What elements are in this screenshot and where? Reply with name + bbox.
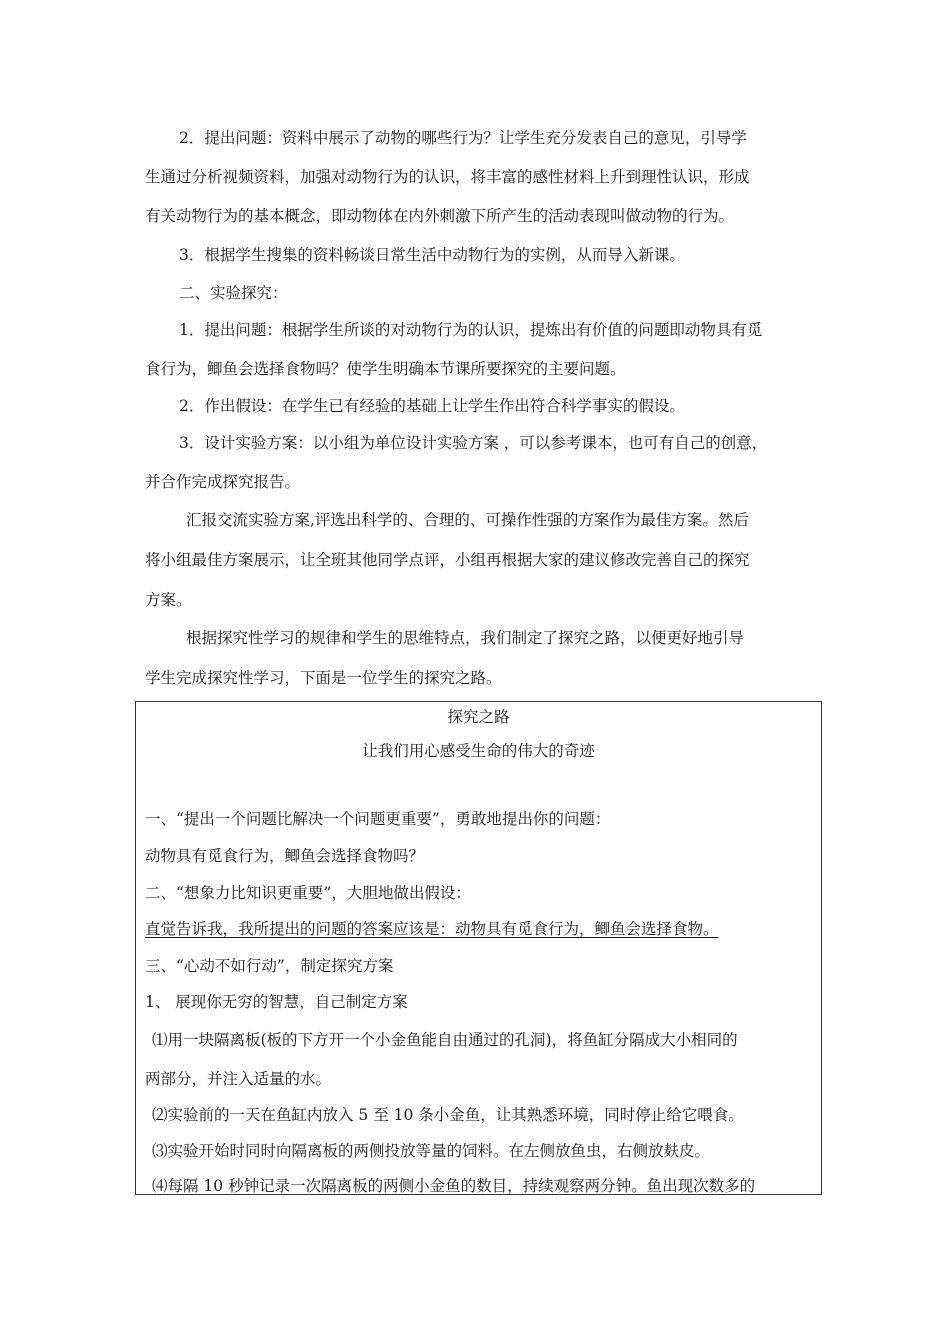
paragraph-line: 汇报交流实验方案,评选出科学的、合理的、可操作性强的方案作为最佳方案。然后 <box>186 511 749 529</box>
paragraph-line: 食行为，鲫鱼会选择食物吗？使学生明确本节课所要探究的主要问题。 <box>145 360 626 378</box>
box-line: 一、“提出一个问题比解决一个问题更重要”，勇敢地提出你的问题： <box>145 810 611 828</box>
paragraph-line: 3．根据学生搜集的资料畅谈日常生活中动物行为的实例，从而导入新课。 <box>179 246 685 264</box>
box-line: ⑶实验开始时同时向隔离板的两侧投放等量的饲料。在左侧放鱼虫，右侧放麸皮。 <box>152 1142 711 1160</box>
box-line: 三、“心动不如行动”，制定探究方案 <box>145 957 394 975</box>
box-line: 两部分，并注入适量的水。 <box>145 1070 332 1088</box>
paragraph-line: 根据探究性学习的规律和学生的思维特点，我们制定了探究之路，以便更好地引导 <box>186 629 745 647</box>
paragraph-line: 并合作完成探究报告。 <box>145 473 301 491</box>
paragraph-line: 2．提出问题：资料中展示了动物的哪些行为？让学生充分发表自己的意见，引导学 <box>179 129 747 147</box>
paragraph-line: 1．提出问题：根据学生所谈的对动物行为的认识，提炼出有价值的问题即动物具有觅 <box>179 321 763 339</box>
box-line: 二、“想象力比知识更重要”，大胆地做出假设： <box>145 884 471 902</box>
box-title: 探究之路 <box>447 708 510 726</box>
section-heading: 二、实验探究： <box>179 284 288 302</box>
paragraph-line: 学生完成探究性学习，下面是一位学生的探究之路。 <box>145 669 502 687</box>
box-line: 1、 展现你无穷的智慧，自己制定方案 <box>145 993 408 1011</box>
box-line: ⑴用一块隔离板(板的下方开一个小金鱼能自由通过的孔洞)，将鱼缸分隔成大小相同的 <box>152 1031 738 1049</box>
paragraph-line: 有关动物行为的基本概念，即动物体在内外刺激下所产生的活动表现叫做动物的行为。 <box>145 207 735 225</box>
paragraph-line: 3．设计实验方案：以小组为单位设计实验方案 ，可以参考课本，也可有自己的创意， <box>179 434 768 452</box>
box-line-underlined: 直觉告诉我，我所提出的问题的答案应该是：动物具有觅食行为，鲫鱼会选择食物。 <box>145 920 719 938</box>
box-line: ⑷每隔 10 秒钟记录一次隔离板的两侧小金鱼的数目，持续观察两分钟。鱼出现次数多的 <box>152 1177 756 1195</box>
box-line: 动物具有觅食行为，鲫鱼会选择食物吗？ <box>145 847 425 865</box>
paragraph-line: 2．作出假设：在学生已有经验的基础上让学生作出符合科学事实的假设。 <box>179 397 685 415</box>
paragraph-line: 将小组最佳方案展示，让全班其他同学点评，小组再根据大家的建议修改完善自己的探究 <box>145 551 750 569</box>
paragraph-line: 生通过分析视频资料，加强对动物行为的认识，将丰富的感性材料上升到理性认识，形成 <box>145 168 750 186</box>
box-line: ⑵实验前的一天在鱼缸内放入 5 至 10 条小金鱼，让其熟悉环境，同时停止给它喂食。 <box>152 1106 744 1124</box>
paragraph-line: 方案。 <box>145 591 192 609</box>
box-subtitle: 让我们用心感受生命的伟大的奇迹 <box>362 742 595 760</box>
